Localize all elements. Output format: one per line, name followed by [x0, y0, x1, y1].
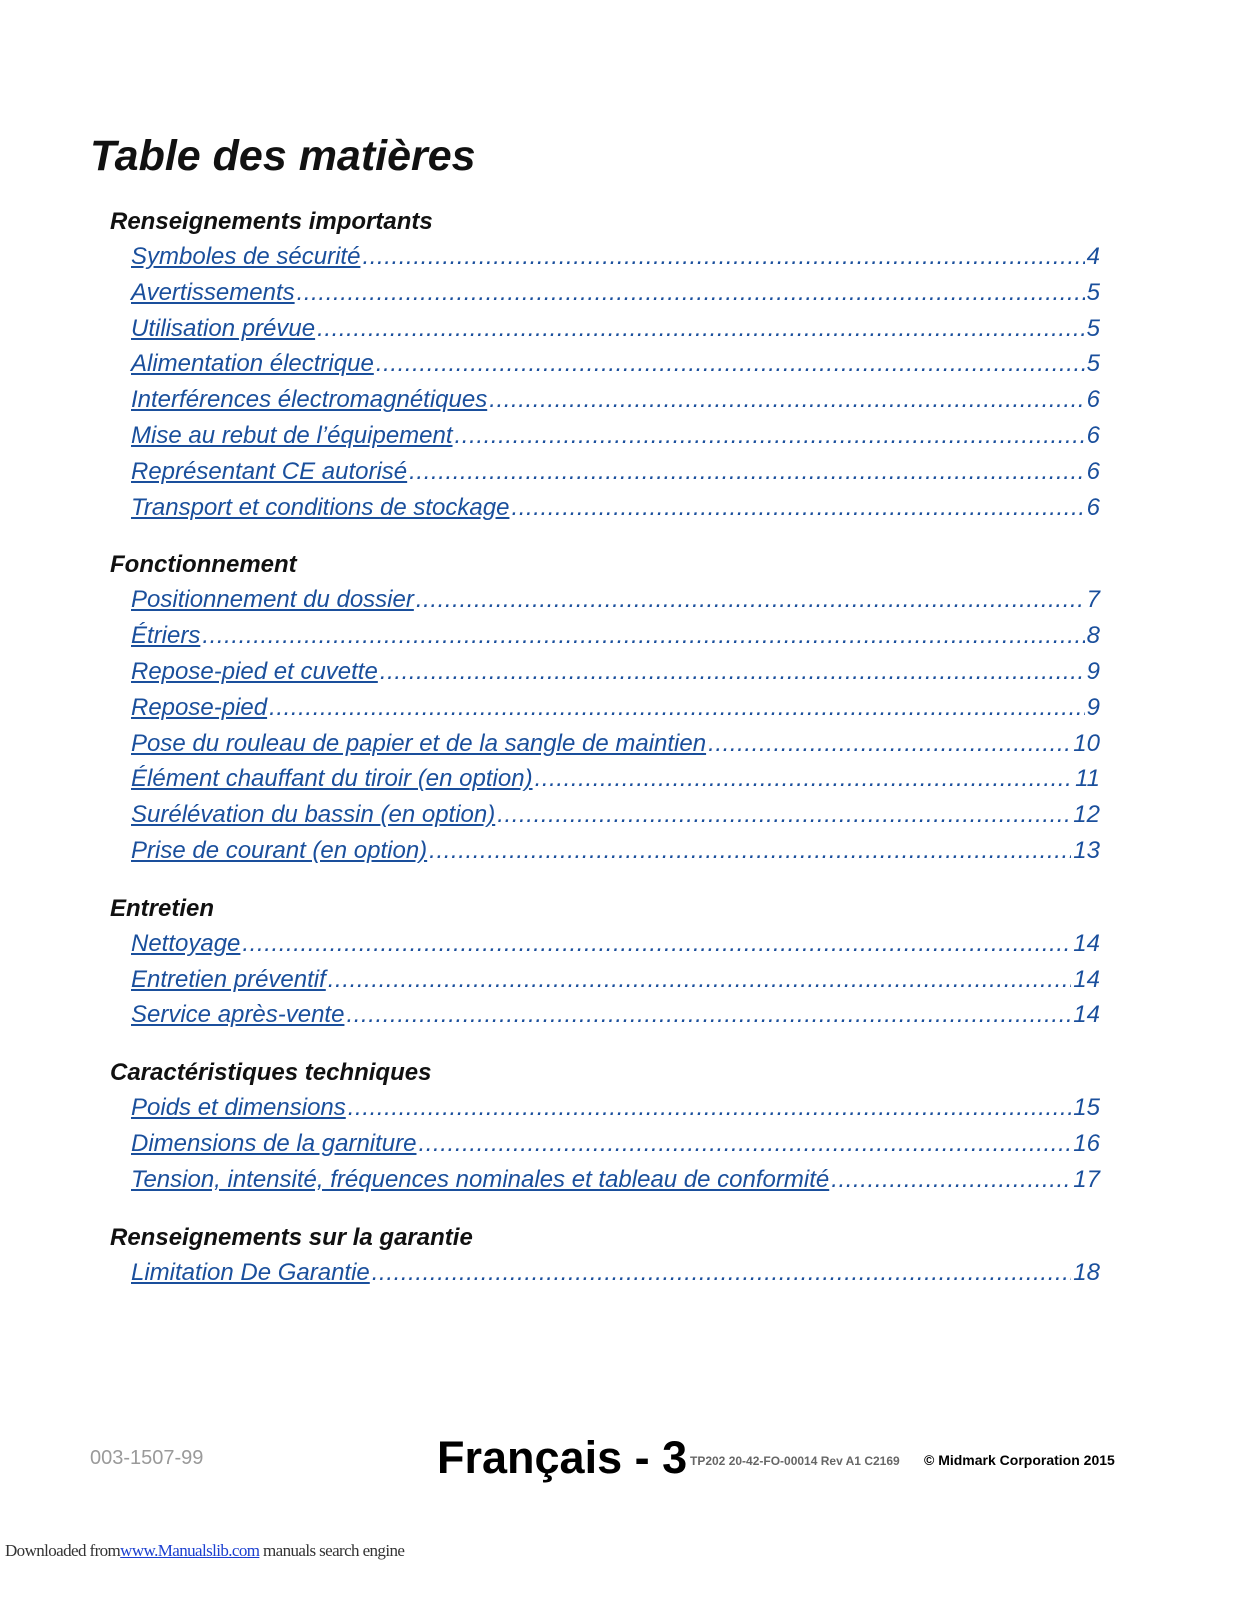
dot-leader — [380, 654, 1085, 690]
toc-page-number[interactable]: 6 — [1086, 386, 1100, 414]
toc-page-number[interactable]: 11 — [1075, 765, 1100, 793]
toc-page-number[interactable]: 15 — [1073, 1094, 1100, 1122]
dot-leader — [346, 997, 1071, 1033]
toc-entry-link[interactable]: Pose du rouleau de papier et de la sangle de maintien — [131, 729, 707, 757]
dot-leader — [202, 618, 1084, 654]
download-prefix: Downloaded from — [5, 1541, 121, 1560]
download-suffix: manuals search engine — [259, 1541, 405, 1560]
dot-leader — [511, 490, 1084, 526]
toc-entry-link[interactable]: Représentant CE autorisé — [131, 457, 408, 485]
toc-entry-link[interactable]: Utilisation prévue — [131, 314, 316, 342]
toc-entry-link[interactable]: Prise de courant (en option) — [131, 836, 428, 864]
toc-page-number[interactable]: 6 — [1086, 457, 1100, 485]
toc-page-number[interactable]: 6 — [1086, 493, 1100, 521]
toc-entry[interactable] — [131, 418, 1100, 454]
copyright: © Midmark Corporation 2015 — [924, 1452, 1115, 1468]
toc-entry-link[interactable]: Service après-vente — [131, 1001, 345, 1029]
toc-page-number[interactable]: 13 — [1073, 836, 1100, 864]
toc-entry[interactable] — [131, 239, 1100, 275]
toc-page-number[interactable]: 14 — [1073, 1001, 1100, 1029]
toc-entry-link[interactable]: Élément chauffant du tiroir (en option) — [131, 765, 533, 793]
toc-entry[interactable] — [131, 761, 1100, 797]
toc-entry-link[interactable]: Entretien préventif — [131, 965, 326, 993]
toc-entry[interactable] — [131, 490, 1100, 526]
toc-entry-link[interactable]: Poids et dimensions — [131, 1094, 346, 1122]
toc-entry[interactable] — [131, 618, 1100, 654]
toc-page-number[interactable]: 9 — [1086, 693, 1100, 721]
document-number: 003-1507-99 — [90, 1447, 204, 1469]
toc-entry[interactable] — [131, 311, 1100, 347]
toc-entry-link[interactable]: Interférences électromagnétiques — [131, 386, 488, 414]
dot-leader — [409, 454, 1084, 490]
dot-leader — [297, 275, 1085, 311]
toc-page-number[interactable]: 18 — [1073, 1258, 1100, 1286]
toc-entry[interactable] — [131, 797, 1100, 833]
toc-entry[interactable] — [131, 1255, 1100, 1291]
toc-entry[interactable] — [131, 926, 1100, 962]
toc-entry[interactable] — [131, 454, 1100, 490]
toc-section — [110, 1055, 1100, 1197]
language-page-label: Français - 3 — [437, 1432, 688, 1483]
section-title: Entretien — [110, 894, 215, 922]
toc-entry-link[interactable]: Tension, intensité, fréquences nominales et tableau de conformité — [131, 1165, 830, 1193]
toc-entry[interactable] — [131, 382, 1100, 418]
toc-page-number[interactable]: 8 — [1086, 622, 1100, 650]
toc-page-number[interactable]: 5 — [1086, 314, 1100, 342]
dot-leader — [497, 797, 1071, 833]
toc-section — [110, 1220, 1100, 1291]
section-title: Caractéristiques techniques — [110, 1059, 432, 1087]
toc-page-number[interactable]: 9 — [1086, 657, 1100, 685]
toc-section — [110, 891, 1100, 1033]
toc-page-number[interactable]: 14 — [1073, 929, 1100, 957]
dot-leader — [376, 346, 1085, 382]
manualslib-link[interactable]: www.Manualslib.com — [120, 1541, 260, 1560]
section-title: Renseignements importants — [110, 208, 433, 235]
dot-leader — [416, 582, 1085, 618]
table-of-contents — [110, 204, 1100, 1312]
page-title: Table des matières — [90, 132, 476, 180]
toc-entry-link[interactable]: Limitation De Garantie — [131, 1258, 370, 1286]
dot-leader — [372, 1255, 1072, 1291]
toc-entry-link[interactable]: Nettoyage — [131, 929, 241, 957]
dot-leader — [708, 726, 1071, 762]
dot-leader — [328, 962, 1072, 998]
dot-leader — [242, 926, 1071, 962]
toc-entry[interactable] — [131, 275, 1100, 311]
toc-entry-link[interactable]: Symboles de sécurité — [131, 243, 361, 270]
dot-leader — [269, 690, 1085, 726]
toc-page-number[interactable]: 6 — [1086, 421, 1100, 449]
toc-entry-link[interactable]: Positionnement du dossier — [131, 586, 414, 614]
dot-leader — [362, 239, 1084, 275]
dot-leader — [535, 761, 1074, 797]
toc-entry[interactable] — [131, 1090, 1100, 1126]
section-title: Fonctionnement — [110, 551, 297, 579]
toc-entry-link[interactable]: Repose-pied et cuvette — [131, 657, 378, 685]
toc-page-number[interactable]: 5 — [1086, 278, 1100, 306]
toc-entry[interactable] — [131, 690, 1100, 726]
toc-entry[interactable] — [131, 962, 1100, 998]
toc-entry-link[interactable]: Étriers — [131, 622, 201, 650]
toc-entry[interactable] — [131, 346, 1100, 382]
toc-section — [110, 204, 1100, 525]
dot-leader — [317, 311, 1085, 347]
toc-section — [110, 547, 1100, 868]
dot-leader — [455, 418, 1085, 454]
toc-entry-link[interactable]: Transport et conditions de stockage — [131, 493, 510, 521]
toc-page-number[interactable]: 16 — [1073, 1129, 1100, 1157]
section-title: Renseignements sur la garantie — [110, 1223, 473, 1251]
toc-page-number[interactable]: 12 — [1073, 801, 1100, 829]
toc-entry-link[interactable]: Alimentation électrique — [131, 350, 374, 378]
toc-page-number[interactable]: 10 — [1073, 729, 1100, 757]
toc-page-number[interactable]: 14 — [1073, 965, 1100, 993]
dot-leader — [831, 1162, 1071, 1198]
toc-page-number[interactable]: 17 — [1073, 1165, 1100, 1193]
toc-page-number[interactable]: 4 — [1086, 243, 1100, 270]
toc-entry[interactable] — [131, 582, 1100, 618]
download-notice — [5, 1541, 404, 1561]
dot-leader — [418, 1126, 1071, 1162]
toc-entry-link[interactable]: Surélévation du bassin (en option) — [131, 801, 496, 829]
toc-entry[interactable] — [131, 1126, 1100, 1162]
toc-page-number[interactable]: 5 — [1086, 350, 1100, 378]
toc-page-number[interactable]: 7 — [1086, 586, 1100, 614]
document-meta: TP202 20-42-FO-00014 Rev A1 C2169 — [690, 1454, 900, 1468]
toc-entry-link[interactable]: Repose-pied — [131, 693, 268, 721]
toc-entry[interactable] — [131, 1162, 1100, 1198]
toc-entry-link[interactable]: Dimensions de la garniture — [131, 1129, 417, 1157]
toc-entry-link[interactable]: Avertissements — [131, 278, 295, 306]
dot-leader — [489, 382, 1084, 418]
dot-leader — [429, 833, 1071, 869]
toc-entry-link[interactable]: Mise au rebut de l’équipement — [131, 421, 453, 449]
toc-entry[interactable] — [131, 726, 1100, 762]
toc-entry[interactable] — [131, 833, 1100, 869]
toc-entry[interactable] — [131, 654, 1100, 690]
dot-leader — [348, 1090, 1072, 1126]
toc-entry[interactable] — [131, 997, 1100, 1033]
